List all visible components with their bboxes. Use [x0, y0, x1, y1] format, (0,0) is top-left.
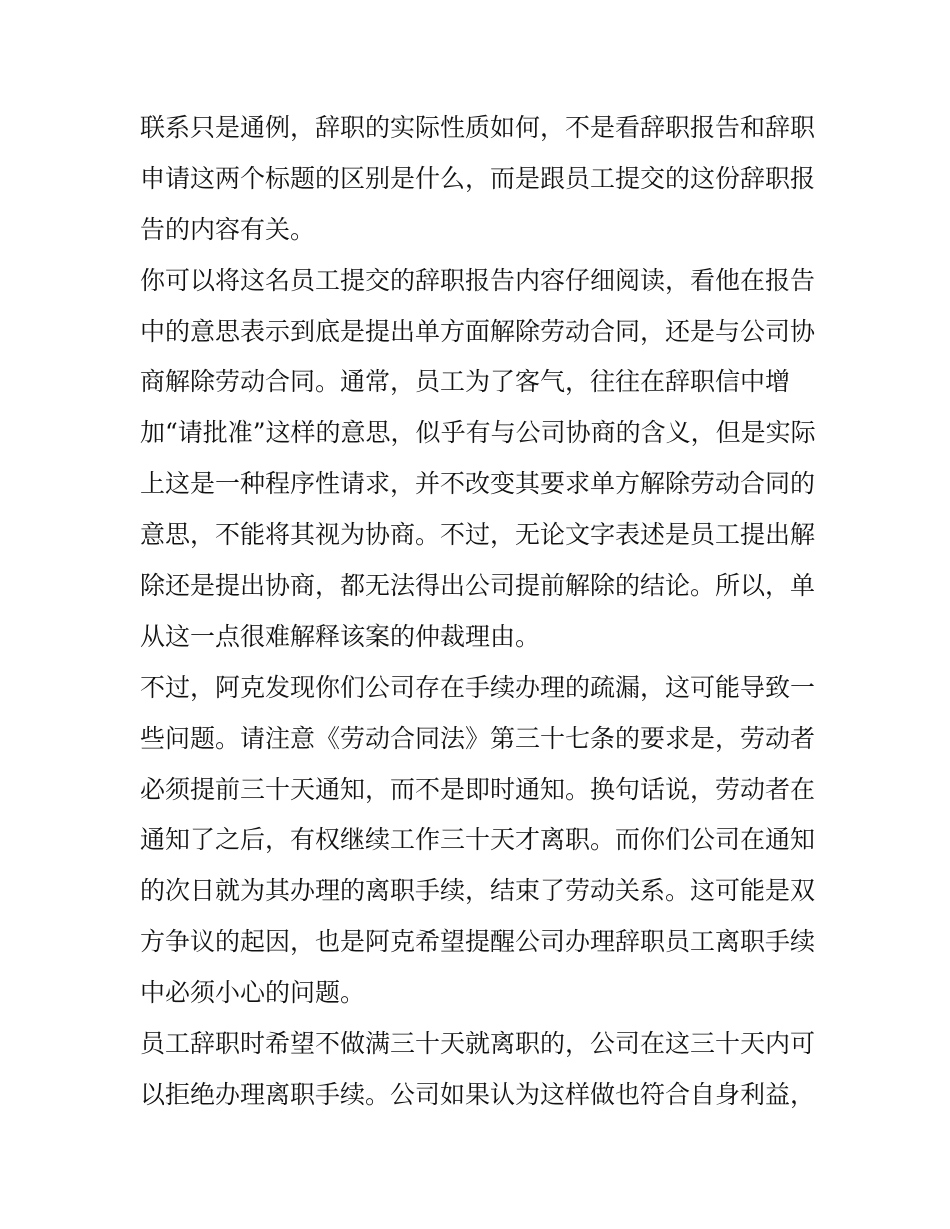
- text-line: 意思，不能将其视为协商。不过，无论文字表述是员工提出解: [140, 520, 816, 550]
- text-line: 不过，阿克发现你们公司存在手续办理的疏漏，这可能导致一: [140, 672, 816, 702]
- text-line: 方争议的起因，也是阿克希望提醒公司办理辞职员工离职手续: [140, 927, 816, 957]
- text-line: 除还是提出协商，都无法得出公司提前解除的结论。所以，单: [140, 571, 816, 601]
- document-body: [140, 103, 820, 1121]
- text-line: 些问题。请注意《劳动合同法》第三十七条的要求是，劳动者: [140, 723, 816, 753]
- text-line: 你可以将这名员工提交的辞职报告内容仔细阅读，看他在报告: [140, 265, 816, 295]
- text-line: 告的内容有关。: [140, 214, 316, 244]
- text-line: 从这一点很难解释该案的仲裁理由。: [140, 621, 541, 651]
- text-line: 通知了之后，有权继续工作三十天才离职。而你们公司在通知: [140, 825, 816, 855]
- text-line: 的次日就为其办理的离职手续，结束了劳动关系。这可能是双: [140, 876, 816, 906]
- text-line: 联系只是通例，辞职的实际性质如何，不是看辞职报告和辞职: [140, 113, 816, 142]
- text-line: 必须提前三十天通知，而不是即时通知。换句话说，劳动者在: [140, 774, 816, 804]
- text-line: 上这是一种程序性请求，并不改变其要求单方解除劳动合同的: [140, 469, 816, 499]
- text-line: 加“请批准”这样的意思，似乎有与公司协商的含义，但是实际: [140, 418, 816, 448]
- text-line: 申请这两个标题的区别是什么，而是跟员工提交的这份辞职报: [140, 163, 816, 193]
- text-line: 中必须小心的问题。: [140, 978, 366, 1008]
- text-line: 员工辞职时希望不做满三十天就离职的，公司在这三十天内可: [140, 1029, 816, 1059]
- text-line: 商解除劳动合同。通常，员工为了客气，往往在辞职信中增: [140, 367, 791, 397]
- text-line: 中的意思表示到底是提出单方面解除劳动合同，还是与公司协: [140, 316, 816, 346]
- text-line: 以拒绝办理离职手续。公司如果认为这样做也符合自身利益，: [140, 1079, 816, 1109]
